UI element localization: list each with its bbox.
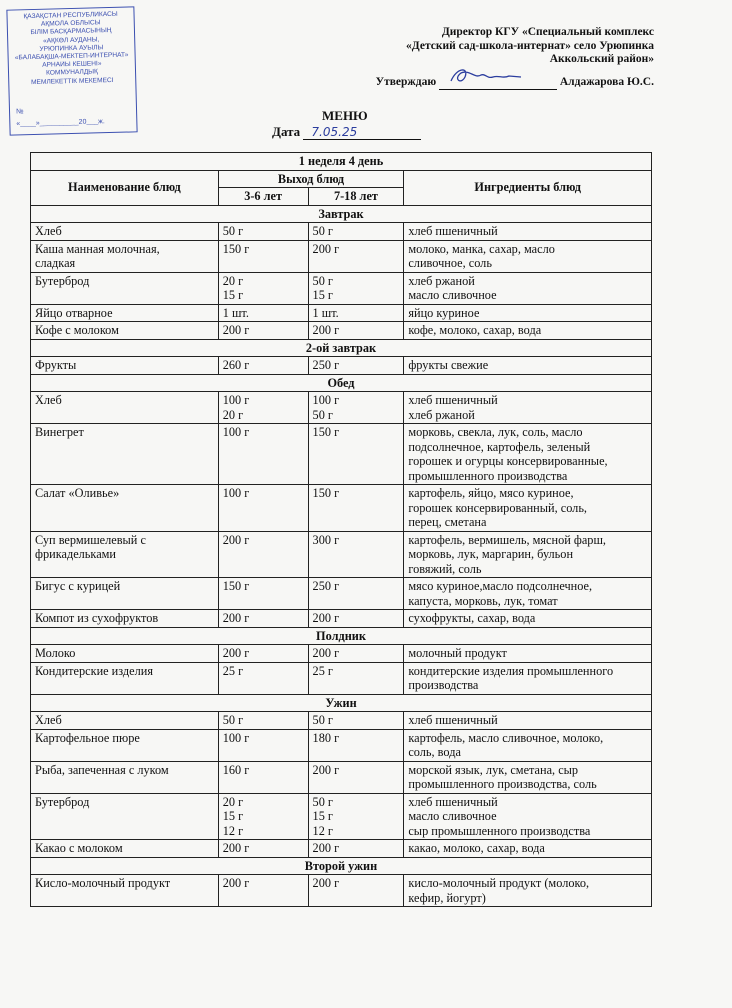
portion-3-6: 200 г [218, 531, 308, 578]
portion-7-18: 200 г [308, 322, 404, 340]
portion-7-18: 1 шт. [308, 304, 404, 322]
portion-3-6: 50 г [218, 712, 308, 730]
dish-ingredients: хлеб пшеничный [404, 223, 652, 241]
dish-ingredients: картофель, масло сливочное, молоко, соль, вода [404, 729, 652, 761]
stamp-line: «АҚКӨЛ АУДАНЫ, [42, 35, 100, 45]
stamp-line: МЕМЛЕКЕТТІК МЕКЕМЕСІ [30, 76, 114, 86]
dish-row [31, 793, 652, 840]
portion-3-6: 200 г [218, 875, 308, 907]
dish-ingredients: сухофрукты, сахар, вода [404, 610, 652, 628]
dish-ingredients: картофель, яйцо, мясо куриное, горошек консервированный, соль, перец, сметана [404, 485, 652, 532]
stamp-line: УРЮПИНКА АУЫЛЫ [39, 43, 104, 53]
dish-row [31, 578, 652, 610]
approval-name: Алдажарова Ю.С. [559, 76, 654, 88]
dish-row [31, 223, 652, 241]
meal-section-title: Полдник [31, 627, 652, 645]
meal-section-title: Обед [31, 374, 652, 392]
dish-name: Какао с молоком [31, 840, 219, 858]
dish-name: Бутерброд [31, 793, 219, 840]
dish-name: Кондитерские изделия [31, 662, 219, 694]
portion-7-18: 300 г [308, 531, 404, 578]
portion-7-18: 200 г [308, 840, 404, 858]
dish-row [31, 272, 652, 304]
dish-name: Хлеб [31, 392, 219, 424]
portion-3-6: 20 г 15 г [218, 272, 308, 304]
meal-section-header [31, 694, 652, 712]
dish-row [31, 392, 652, 424]
dish-row [31, 485, 652, 532]
portion-7-18: 200 г [308, 240, 404, 272]
dish-row [31, 610, 652, 628]
dish-name: Кисло-молочный продукт [31, 875, 219, 907]
dish-ingredients: морковь, свекла, лук, соль, масло подсолнечное, картофель, зеленый горошек и огурцы консервированные, промышленного производства [404, 424, 652, 485]
official-stamp [6, 6, 137, 135]
dish-ingredients: фрукты свежие [404, 357, 652, 375]
dish-name: Фрукты [31, 357, 219, 375]
portion-3-6: 200 г [218, 610, 308, 628]
stamp-text [7, 10, 135, 87]
dish-ingredients: хлеб пшеничный [404, 712, 652, 730]
dish-name: Салат «Оливье» [31, 485, 219, 532]
approval-signature-line [334, 76, 654, 90]
stamp-number: № [15, 108, 24, 116]
portion-7-18: 200 г [308, 761, 404, 793]
portion-7-18: 180 г [308, 729, 404, 761]
portion-3-6: 200 г [218, 322, 308, 340]
meal-section-header [31, 339, 652, 357]
dish-row [31, 240, 652, 272]
dish-name: Яйцо отварное [31, 304, 219, 322]
portion-3-6: 200 г [218, 840, 308, 858]
dish-row [31, 729, 652, 761]
dish-row [31, 357, 652, 375]
dish-name: Бигус с курицей [31, 578, 219, 610]
portion-7-18: 50 г 15 г [308, 272, 404, 304]
meal-section-title: Второй ужин [31, 857, 652, 875]
dish-ingredients: кофе, молоко, сахар, вода [404, 322, 652, 340]
dish-name: Молоко [31, 645, 219, 663]
stamp-date: «____»__________20___ж. [16, 118, 105, 128]
meal-section-header [31, 374, 652, 392]
portion-3-6: 160 г [218, 761, 308, 793]
approval-label: Утверждаю [375, 76, 437, 88]
menu-body [31, 205, 652, 907]
col-output-header: Выход блюд [218, 170, 404, 188]
age-group-1-header: 3-6 лет [218, 188, 308, 206]
stamp-signature-area [16, 103, 133, 130]
dish-row [31, 712, 652, 730]
date-label: Дата [272, 124, 301, 139]
age-group-2-header: 7-18 лет [308, 188, 404, 206]
portion-7-18: 50 г [308, 712, 404, 730]
dish-ingredients: мясо куриное,масло подсолнечное, капуста, морковь, лук, томат [404, 578, 652, 610]
approval-line-1: Директор КГУ «Специальный комплекс [441, 26, 654, 38]
stamp-line: «БАЛАБАҚША-МЕКТЕП-ИНТЕРНАТ» [14, 51, 129, 62]
dish-name: Каша манная молочная, сладкая [31, 240, 219, 272]
portion-3-6: 150 г [218, 240, 308, 272]
dish-ingredients: картофель, вермишель, мясной фарш, морковь, лук, маргарин, бульон говяжий, соль [404, 531, 652, 578]
dish-ingredients: молочный продукт [404, 645, 652, 663]
dish-ingredients: хлеб пшеничный хлеб ржаной [404, 392, 652, 424]
portion-7-18: 250 г [308, 578, 404, 610]
dish-row [31, 531, 652, 578]
meal-section-header [31, 627, 652, 645]
portion-3-6: 25 г [218, 662, 308, 694]
portion-3-6: 1 шт. [218, 304, 308, 322]
dish-row [31, 875, 652, 907]
portion-3-6: 100 г [218, 424, 308, 485]
portion-7-18: 150 г [308, 424, 404, 485]
dish-row [31, 424, 652, 485]
dish-ingredients: яйцо куриное [404, 304, 652, 322]
dish-ingredients: хлеб пшеничный масло сливочное сыр промышленного производства [404, 793, 652, 840]
dish-name: Бутерброд [31, 272, 219, 304]
menu-table [30, 152, 652, 907]
portion-3-6: 100 г 20 г [218, 392, 308, 424]
dish-row [31, 662, 652, 694]
approval-line-3: Аккольский район» [549, 53, 654, 65]
meal-section-header [31, 857, 652, 875]
meal-section-title: Завтрак [31, 205, 652, 223]
stamp-line: ҚАЗАҚСТАН РЕСПУБЛИКАСЫ [23, 10, 118, 21]
portion-7-18: 200 г [308, 610, 404, 628]
stamp-line: КОММУНАЛДЫҚ [46, 68, 99, 78]
dish-ingredients: хлеб ржаной масло сливочное [404, 272, 652, 304]
dish-ingredients: молоко, манка, сахар, масло сливочное, соль [404, 240, 652, 272]
portion-3-6: 200 г [218, 645, 308, 663]
date-value: 7.05.25 [303, 125, 421, 140]
meal-section-title: 2-ой завтрак [31, 339, 652, 357]
col-ingredients-header: Ингредиенты блюд [404, 170, 652, 205]
portion-3-6: 100 г [218, 729, 308, 761]
handwritten-signature [447, 65, 527, 87]
dish-name: Кофе с молоком [31, 322, 219, 340]
dish-ingredients: какао, молоко, сахар, вода [404, 840, 652, 858]
dish-row [31, 761, 652, 793]
portion-7-18: 100 г 50 г [308, 392, 404, 424]
dish-row [31, 304, 652, 322]
portion-7-18: 50 г 15 г 12 г [308, 793, 404, 840]
portion-7-18: 25 г [308, 662, 404, 694]
dish-name: Винегрет [31, 424, 219, 485]
meal-section-title: Ужин [31, 694, 652, 712]
dish-ingredients: кондитерские изделия промышленного производства [404, 662, 652, 694]
portion-3-6: 20 г 15 г 12 г [218, 793, 308, 840]
portion-7-18: 150 г [308, 485, 404, 532]
dish-row [31, 840, 652, 858]
page-title: МЕНЮ [322, 108, 368, 123]
dish-row [31, 645, 652, 663]
portion-3-6: 260 г [218, 357, 308, 375]
signature-underline [439, 77, 557, 90]
approval-line-2: «Детский сад-школа-интернат» село Урюпинка [406, 39, 654, 52]
portion-3-6: 150 г [218, 578, 308, 610]
portion-7-18: 250 г [308, 357, 404, 375]
dish-ingredients: кисло-молочный продукт (молоко, кефир, йогурт) [404, 875, 652, 907]
col-name-header: Наименование блюд [31, 170, 219, 205]
stamp-line: БІЛІМ БАСҚАРМАСЫНЫҢ [30, 27, 112, 37]
dish-name: Компот из сухофруктов [31, 610, 219, 628]
portion-3-6: 100 г [218, 485, 308, 532]
date-line [272, 124, 421, 140]
meal-section-header [31, 205, 652, 223]
approval-block [334, 26, 654, 88]
portion-7-18: 50 г [308, 223, 404, 241]
portion-7-18: 200 г [308, 875, 404, 907]
week-day-header: 1 неделя 4 день [31, 153, 652, 171]
dish-name: Картофельное пюре [31, 729, 219, 761]
dish-ingredients: морской язык, лук, сметана, сыр промышленного производства, соль [404, 761, 652, 793]
dish-name: Хлеб [31, 712, 219, 730]
portion-7-18: 200 г [308, 645, 404, 663]
dish-name: Рыба, запеченная с луком [31, 761, 219, 793]
dish-name: Хлеб [31, 223, 219, 241]
stamp-line: АРНАЙЫ КЕШЕНІ» [42, 60, 102, 69]
stamp-line: АҚМОЛА ОБЛЫСЫ [40, 19, 101, 28]
dish-name: Суп вермишелевый с фрикадельками [31, 531, 219, 578]
dish-row [31, 322, 652, 340]
portion-3-6: 50 г [218, 223, 308, 241]
